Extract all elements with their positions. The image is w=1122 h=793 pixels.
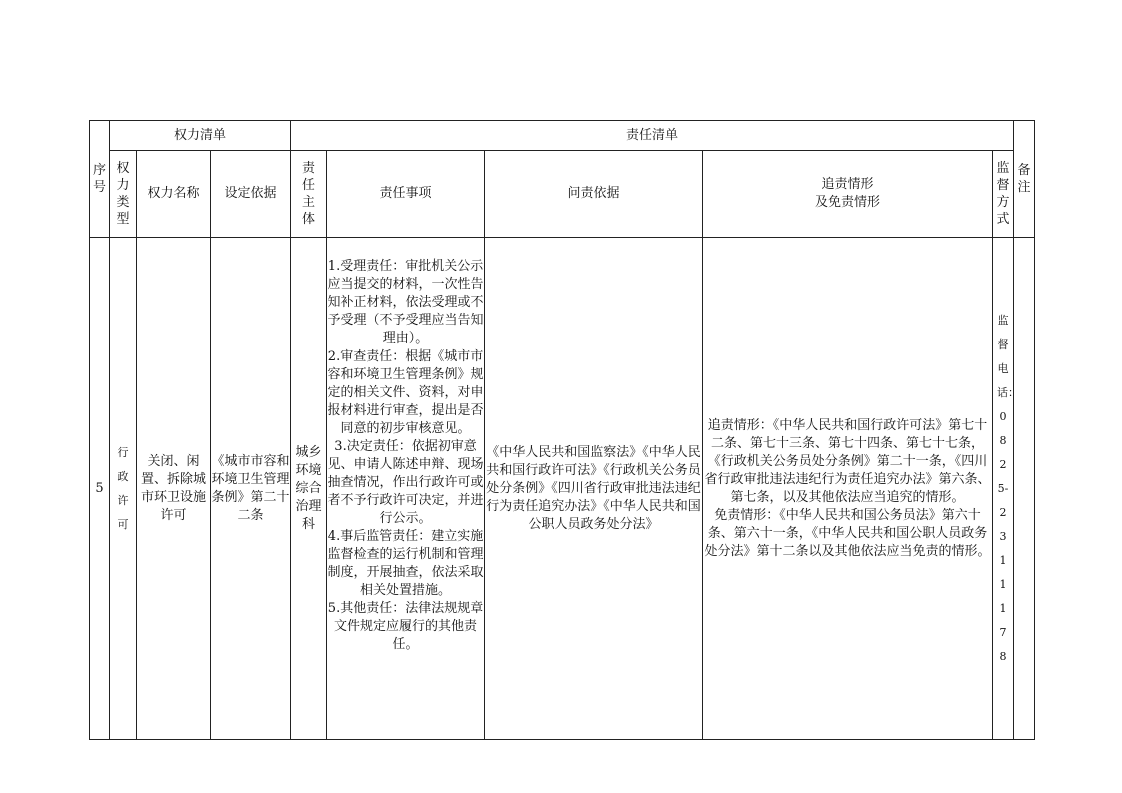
header-accountability-basis: 问责依据 (485, 151, 703, 238)
row-items (327, 238, 485, 740)
item-3: 3.决定责任：依据初审意见、申请人陈述申辩、现场抽查情况，作出行政许可或者不予行政许可决定，并进行公示。 (327, 439, 484, 526)
header-power-list: 权力清单 (110, 121, 291, 151)
header-power-name: 权力名称 (137, 151, 211, 238)
row-basis: 《城市市容和环境卫生管理条例》第二十二条 (211, 238, 291, 740)
header-remark: 备注 (1014, 121, 1035, 238)
item-1: 1.受理责任：审批机关公示应当提交的材料，一次性告知补正材料，依法受理或不予受理（不予受理应当告知理由）。 (327, 259, 484, 346)
item-2: 2.审查责任：根据《城市市容和环境卫生管理条例》规定的相关文件、资料，对申报材料进行审查，提出是否同意的初步审核意见。 (327, 349, 484, 436)
row-power-type: 行政许可 (110, 238, 137, 740)
row-remark (1014, 238, 1035, 740)
header-supervision: 监督方式 (993, 151, 1014, 238)
header-items: 责任事项 (327, 151, 485, 238)
row-accountability (703, 238, 993, 740)
header-accountability-line1: 追责情形 (821, 177, 874, 192)
header-responsibility-list: 责任清单 (291, 121, 1014, 151)
row-accountability-basis: 《中华人民共和国监察法》《中华人民共和国行政许可法》《行政机关公务员处分条例》《四川省行政审批违法违纪行为责任追究办法》《中华人民共和国公职人员政务处分法》 (485, 238, 703, 740)
header-power-type: 权力类型 (110, 151, 137, 238)
header-subject: 责任主体 (291, 151, 327, 238)
row-subject: 城乡环境综合治理科 (291, 238, 327, 740)
header-basis: 设定依据 (211, 151, 291, 238)
header-accountability-line2: 及免责情形 (814, 195, 880, 210)
item-4: 4.事后监管责任：建立实施监督检查的运行机制和管理制度，开展抽查，依法采取相关处置措施。 (327, 529, 484, 598)
power-responsibility-table (89, 120, 1035, 740)
row-seq: 5 (90, 238, 110, 740)
row-supervision: 监督电话：0825-2311178 (993, 238, 1014, 740)
item-5: 5.其他责任：法律法规规章文件规定应履行的其他责任。 (327, 601, 484, 652)
exempt-text: 免责情形：《中华人民共和国公务员法》第六十条、第六十一条，《中华人民共和国公职人员政务处分法》第十二条以及其他依法应当免责的情形。 (704, 507, 991, 559)
row-power-name: 关闭、闲置、拆除城市环卫设施许可 (137, 238, 211, 740)
pursue-text: 追责情形：《中华人民共和国行政许可法》第七十二条、第七十三条、第七十四条、第七十七条，《行政机关公务员处分条例》第二十一条，《四川省行政审批违法违纪行为责任追究办法》第六条、第七条，以及其他依法应当追究的情形。 (704, 417, 991, 505)
header-accountability (703, 151, 993, 238)
header-seq: 序号 (90, 121, 110, 238)
